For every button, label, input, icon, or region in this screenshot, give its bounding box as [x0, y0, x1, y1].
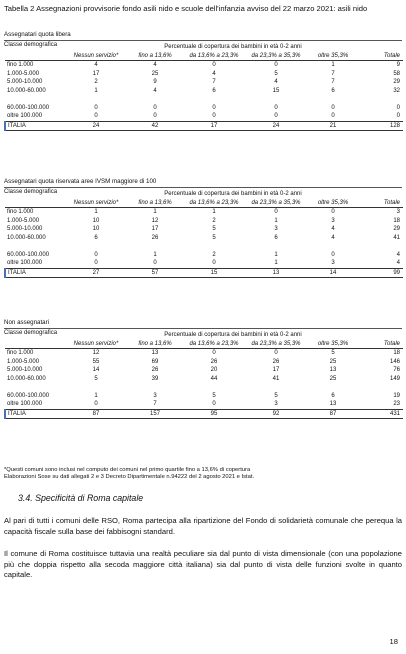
table-cell: 146: [389, 358, 400, 365]
table-cell: 0: [274, 209, 278, 215]
column-header-empty: [5, 199, 65, 208]
table-cell: 0: [94, 260, 98, 266]
table-cell: 17: [272, 367, 280, 373]
table-cell: 3: [274, 226, 278, 232]
row-label: oltre 100.000: [7, 113, 43, 119]
total-row: [5, 409, 403, 419]
table-cell: 0: [331, 251, 335, 258]
table-header: [4, 40, 402, 52]
row-label: 1.000-5.000: [7, 70, 40, 77]
row-label: 1.000-5.000: [7, 217, 40, 224]
section-title: Non assegnatari: [4, 319, 50, 326]
table-row: [5, 217, 403, 226]
section-title: Assegnatari quota riservata aree IVSM maggiore di 100: [4, 178, 157, 185]
table-cell: 6: [331, 392, 335, 399]
column-header: da 23,3% a 35,3%: [245, 340, 307, 349]
table-row: [5, 95, 403, 112]
table-cell: 26: [272, 358, 280, 365]
class-label: Classe demografica: [4, 189, 58, 195]
column-header: da 23,3% a 35,3%: [245, 199, 307, 208]
table-row: [5, 366, 403, 375]
table-header: [4, 187, 402, 199]
column-header: Nessun servizio*: [65, 52, 127, 61]
paragraph: Al pari di tutti i comuni delle RSO, Roma partecipa alla ripartizione del Fondo di solidarietà comunale che perequa la capacità fiscale sulla base dei fabbisogni standard.: [4, 516, 402, 536]
column-header: da 13,6% a 23,3%: [183, 52, 245, 61]
row-label: fino 1.000: [7, 62, 34, 68]
table-cell: 5: [94, 375, 98, 382]
column-header: Nessun servizio*: [65, 340, 127, 349]
table-row: [5, 61, 403, 70]
table-cell: 0: [212, 401, 216, 407]
table-cell: 0: [212, 260, 216, 266]
section-title: Assegnatari quota libera: [4, 31, 71, 38]
table-row: [5, 349, 403, 358]
data-table: [4, 199, 403, 279]
table-cell: 13: [329, 367, 337, 373]
table-row: [5, 225, 403, 234]
table-cell: 0: [274, 104, 278, 111]
row-label: 10.000-60.000: [7, 234, 46, 241]
table-cell: 25: [329, 358, 337, 365]
table-row: [5, 112, 403, 121]
table-cell: 1: [94, 209, 98, 215]
table-row: [5, 358, 403, 367]
table-cell: 5: [274, 70, 278, 77]
table-cell: 13: [245, 268, 307, 278]
table-cell: 0: [153, 104, 157, 111]
section-heading: 3.4. Specificità di Roma capitale: [18, 493, 144, 503]
table-cell: 1: [153, 209, 157, 215]
row-label: ITALIA: [5, 121, 65, 131]
table-section: [4, 31, 402, 131]
table-cell: 26: [210, 358, 218, 365]
table-cell: 87: [65, 409, 127, 419]
table-cell: 44: [210, 375, 218, 382]
table-cell: 4: [274, 79, 278, 85]
coverage-label: Percentuale di copertura dei bambini in età 0-2 anni: [164, 44, 302, 50]
column-header: Totale: [359, 340, 403, 349]
row-label: 10.000-60.000: [7, 87, 46, 94]
row-label: 60.000-100.000: [7, 392, 50, 399]
table-notes: [4, 467, 402, 481]
total-row: [5, 268, 403, 278]
table-cell: 0: [331, 209, 335, 215]
column-header: oltre 35,3%: [307, 52, 359, 61]
paragraph: Il comune di Roma costituisce tuttavia una realtà peculiare sia dal punto di vista dimensionale (con una popolazione più che doppia rispetto alla secoda maggiore città italiana) sia dal punto di vista delle funzioni svolte in quanto capitale.: [4, 549, 402, 579]
table-cell: 99: [359, 268, 403, 278]
table-cell: 69: [151, 358, 159, 365]
column-header: Totale: [359, 52, 403, 61]
table-cell: 3: [153, 392, 157, 399]
column-header: fino a 13,6%: [127, 199, 183, 208]
table-cell: 19: [393, 392, 400, 399]
table-row: [5, 78, 403, 87]
table-cell: 24: [65, 121, 127, 131]
table-cell: 1: [94, 87, 98, 94]
column-header: oltre 35,3%: [307, 199, 359, 208]
table-cell: 4: [331, 234, 335, 241]
table-cell: 25: [329, 375, 337, 382]
table-cell: 0: [94, 251, 98, 258]
column-header: fino a 13,6%: [127, 340, 183, 349]
table-cell: 87: [307, 409, 359, 419]
table-cell: 1: [94, 392, 98, 399]
table-cell: 3: [274, 401, 278, 407]
table-cell: 13: [151, 350, 159, 356]
table-cell: 1: [153, 251, 157, 258]
table-section: [4, 178, 402, 278]
table-cell: 41: [393, 234, 400, 241]
table-cell: 5: [331, 350, 335, 356]
table-cell: 9: [153, 79, 157, 85]
table-cell: 1: [274, 217, 278, 224]
table-cell: 29: [393, 79, 400, 85]
table-cell: 26: [151, 234, 159, 241]
table-cell: 12: [151, 217, 159, 224]
row-label: 1.000-5.000: [7, 358, 40, 365]
row-label: 60.000-100.000: [7, 251, 50, 258]
table-cell: 14: [92, 367, 100, 373]
table-cell: 4: [153, 87, 157, 94]
table-caption: Tabella 2 Assegnazioni provvisorie fondo asili nido e scuole dell'infanzia avviso del 22 marzo 2021: asili nido: [4, 4, 368, 13]
table-cell: 0: [274, 113, 278, 119]
table-row: [5, 383, 403, 400]
table-row: [5, 400, 403, 409]
table-cell: 2: [212, 251, 216, 258]
table-cell: 0: [212, 62, 216, 68]
column-header: da 23,3% a 35,3%: [245, 52, 307, 61]
table-cell: 10: [92, 226, 100, 232]
table-cell: 4: [396, 251, 400, 258]
row-label: 5.000-10.000: [7, 226, 43, 232]
column-header: da 13,6% a 23,3%: [183, 199, 245, 208]
table-cell: 23: [393, 401, 400, 407]
table-cell: 6: [274, 234, 278, 241]
table-cell: 95: [183, 409, 245, 419]
row-label: 5.000-10.000: [7, 367, 43, 373]
table-cell: 1: [274, 260, 278, 266]
table-cell: 42: [127, 121, 183, 131]
table-cell: 57: [127, 268, 183, 278]
table-cell: 2: [94, 79, 98, 85]
column-header-row: [5, 199, 403, 208]
table-cell: 1: [212, 209, 216, 215]
table-cell: 32: [393, 87, 400, 94]
table-cell: 3: [331, 260, 335, 266]
table-cell: 6: [212, 87, 216, 94]
table-cell: 0: [396, 113, 400, 119]
column-header-empty: [5, 52, 65, 61]
table-cell: 55: [92, 358, 100, 365]
table-row: [5, 375, 403, 384]
note-line: *Questi comuni sono inclusi nel computo dei comuni nel primo quartile fino a 13,6% di copertura: [4, 467, 251, 473]
table-cell: 20: [210, 367, 218, 373]
table-cell: 17: [183, 121, 245, 131]
table-row: [5, 242, 403, 259]
note-line: Elaborazioni Sose su dati allegati 2 e 3 Decreto Dipartimentale n.94222 del 2 agosto 2021 e Istat.: [4, 474, 255, 480]
table-cell: 6: [94, 234, 98, 241]
table-cell: 4: [212, 70, 216, 77]
table-cell: 58: [393, 70, 400, 77]
table-cell: 29: [393, 226, 400, 232]
table-cell: 1: [331, 62, 335, 68]
table-cell: 76: [393, 367, 400, 373]
row-label: ITALIA: [5, 268, 65, 278]
table-header: [4, 328, 402, 340]
table-cell: 3: [331, 217, 335, 224]
table-row: [5, 87, 403, 96]
table-cell: 2: [212, 217, 216, 224]
column-header: Nessun servizio*: [65, 199, 127, 208]
table-cell: 7: [212, 79, 216, 85]
row-label: fino 1.000: [7, 350, 34, 356]
table-cell: 12: [92, 350, 100, 356]
table-cell: 15: [272, 87, 280, 94]
table-cell: 5: [274, 392, 278, 399]
total-row: [5, 121, 403, 131]
table-cell: 4: [153, 62, 157, 68]
table-cell: 5: [212, 392, 216, 399]
column-header: oltre 35,3%: [307, 340, 359, 349]
table-cell: 21: [307, 121, 359, 131]
table-cell: 128: [359, 121, 403, 131]
table-cell: 7: [153, 401, 157, 407]
table-cell: 1: [274, 251, 278, 258]
table-cell: 7: [331, 79, 335, 85]
table-row: [5, 208, 403, 217]
column-header: Totale: [359, 199, 403, 208]
table-cell: 6: [331, 87, 335, 94]
table-cell: 17: [92, 70, 100, 77]
table-cell: 7: [331, 70, 335, 77]
table-cell: 92: [245, 409, 307, 419]
class-label: Classe demografica: [4, 42, 58, 48]
table-cell: 17: [151, 226, 159, 232]
row-label: 5.000-10.000: [7, 79, 43, 85]
table-cell: 0: [212, 104, 216, 111]
table-cell: 4: [331, 226, 335, 232]
table-cell: 0: [153, 260, 157, 266]
table-cell: 25: [151, 70, 159, 77]
column-header: fino a 13,6%: [127, 52, 183, 61]
table-cell: 0: [94, 113, 98, 119]
page-number: 18: [389, 637, 398, 646]
table-cell: 18: [393, 350, 400, 356]
table-section: [4, 319, 402, 419]
table-cell: 4: [396, 260, 400, 266]
table-row: [5, 70, 403, 79]
class-label: Classe demografica: [4, 330, 58, 336]
column-header-empty: [5, 340, 65, 349]
column-header: da 13,6% a 23,3%: [183, 340, 245, 349]
data-table: [4, 340, 403, 420]
data-table: [4, 52, 403, 132]
table-cell: 0: [212, 350, 216, 356]
table-cell: 0: [212, 113, 216, 119]
row-label: oltre 100.000: [7, 401, 43, 407]
table-cell: 39: [151, 375, 159, 382]
row-label: 60.000-100.000: [7, 104, 50, 111]
table-cell: 4: [94, 62, 98, 68]
table-cell: 0: [396, 104, 400, 111]
table-cell: 3: [396, 209, 400, 215]
column-header-row: [5, 340, 403, 349]
column-header-row: [5, 52, 403, 61]
table-cell: 0: [94, 401, 98, 407]
table-cell: 0: [274, 62, 278, 68]
table-cell: 0: [153, 113, 157, 119]
table-row: [5, 259, 403, 268]
table-cell: 9: [396, 62, 400, 68]
table-cell: 18: [393, 217, 400, 224]
table-cell: 13: [329, 401, 337, 407]
table-cell: 10: [92, 217, 100, 224]
table-cell: 14: [307, 268, 359, 278]
table-cell: 0: [94, 104, 98, 111]
coverage-label: Percentuale di copertura dei bambini in età 0-2 anni: [164, 191, 302, 197]
table-cell: 157: [127, 409, 183, 419]
table-cell: 0: [331, 104, 335, 111]
table-cell: 15: [183, 268, 245, 278]
row-label: 10.000-60.000: [7, 375, 46, 382]
coverage-label: Percentuale di copertura dei bambini in età 0-2 anni: [164, 332, 302, 338]
table-cell: 0: [331, 113, 335, 119]
table-cell: 41: [272, 375, 280, 382]
row-label: ITALIA: [5, 409, 65, 419]
table-cell: 26: [151, 367, 159, 373]
row-label: fino 1.000: [7, 209, 34, 215]
row-label: oltre 100.000: [7, 260, 43, 266]
table-cell: 24: [245, 121, 307, 131]
table-cell: 431: [359, 409, 403, 419]
table-cell: 27: [65, 268, 127, 278]
table-row: [5, 234, 403, 243]
table-cell: 0: [274, 350, 278, 356]
table-cell: 5: [212, 234, 216, 241]
table-cell: 5: [212, 226, 216, 232]
table-cell: 149: [389, 375, 400, 382]
